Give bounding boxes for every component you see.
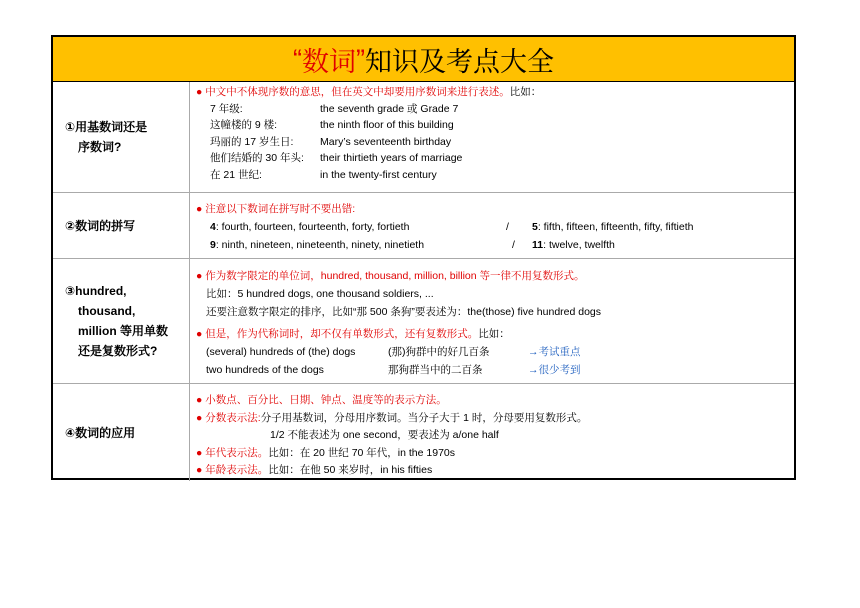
- list-item: (several) hundreds of (the) dogs (那)狗群中的好几百条 →考试重点: [206, 346, 581, 358]
- row-content: [190, 82, 794, 192]
- list-item: 他们结婚的 30 年头: their thirtieth years of marriage: [210, 152, 463, 164]
- row-label-line: ②数词的拼写: [65, 218, 136, 233]
- row-label-line: 序数词?: [78, 140, 122, 154]
- list-item: 在 21 世纪: in the twenty-first century: [210, 168, 437, 181]
- bullet-icon: ●: [196, 464, 203, 476]
- intro-text: 中文中不体现序数的意思，但在英文中却要用序数词来进行表述。: [205, 86, 510, 98]
- table-row: [53, 259, 794, 384]
- table-row: [53, 82, 794, 193]
- row-label-line: 还是复数形式?: [78, 344, 158, 358]
- row-label-line: ④数词的应用: [65, 425, 136, 440]
- bullet-icon: ●: [196, 86, 203, 98]
- intro-suffix: 比如：: [509, 86, 542, 98]
- row-label: [53, 82, 190, 192]
- title-open-quote: “: [293, 43, 302, 74]
- row-content: [190, 193, 794, 258]
- list-item: two hundreds of the dogs 那狗群当中的二百条 →很少考到: [206, 364, 581, 376]
- row-label-line: ③hundred,: [65, 284, 127, 298]
- bullet-icon: ●: [196, 203, 203, 215]
- list-item: 9: ninth, nineteen, nineteenth, ninety, ninetieth / 11: twelve, twelfth: [210, 239, 615, 251]
- list-item: 比如：5 hundred dogs, one thousand soldiers, ...: [206, 288, 434, 300]
- list-item: 4: fourth, fourteen, fourteenth, forty, fortieth / 5: fifth, fifteen, fifteenth, fifty, fiftieth: [210, 221, 694, 233]
- list-item-heading: 年龄表示法。: [205, 464, 269, 476]
- list-item: 还要注意数字限定的排序，比如“那 500 条狗”要表述为：the(those) five hundred dogs: [206, 306, 602, 318]
- list-item-heading: 年代表示法。: [205, 446, 269, 459]
- title-keyword: 数词: [302, 46, 356, 77]
- paragraph-heading: 作为数字限定的单位词，hundred, thousand, million, billion 等一律不用复数形式。: [205, 270, 585, 282]
- row-label: [53, 193, 190, 258]
- row-label: [53, 384, 190, 481]
- list-item: 玛丽的 17 岁生日: Mary’s seventeenth birthday: [210, 135, 452, 148]
- list-item: 小数点、百分比、日期、钟点、温度等的表示方法。: [205, 394, 447, 406]
- row-label-line: thousand,: [78, 304, 136, 318]
- bullet-icon: ●: [196, 446, 203, 459]
- table-row: [53, 193, 794, 259]
- intro-text: 注意以下数词在拼写时不要出错:: [205, 203, 356, 215]
- bullet-icon: ●: [196, 270, 203, 282]
- list-item-heading: 分数表示法:: [205, 411, 261, 424]
- row-content: ● 小数点、百分比、日期、钟点、温度等的表示方法。 ● 分数表示法:分子用基数词，分母用序数词。当分子大于 1 时，分母要用复数形式。 1/2 不能表述为 one second，要表述为 a/one half ● 年代表示法。比如：在 20 世纪 70 年代，in the 1970s ● 年龄表示法。比如：在他 50 来岁时，in his fifties: [190, 384, 794, 481]
- list-item: 7 年级: the seventh grade 或 Grade 7: [210, 102, 459, 115]
- row-label-line: million 等用单数: [78, 324, 169, 338]
- knowledge-table: [51, 35, 796, 480]
- note-badge: →考试重点: [528, 346, 581, 358]
- row-label-line: ①用基数词还是: [65, 120, 148, 134]
- list-item: 这幢楼的 9 楼: the ninth floor of this building: [210, 119, 454, 131]
- page-title: [53, 37, 794, 82]
- row-label: [53, 259, 190, 383]
- title-rest: 知识及考点大全: [365, 46, 554, 77]
- bullet-icon: ●: [196, 411, 203, 424]
- bullet-icon: ●: [196, 394, 203, 406]
- list-item: 1/2 不能表述为 one second，要表述为 a/one half: [270, 429, 499, 441]
- row-content: ● 作为数字限定的单位词，hundred, thousand, million, billion 等一律不用复数形式。 比如：5 hundred dogs, one thousand soldiers, ... 还要注意数字限定的排序，比如“那 500 条狗”要表述为：the(those) five hundred dogs ● 但是，作为代称词时，却不仅有单数形式，还有复数形式。比如： (several) hundreds of (the) dogs (那)狗群中的好几百条 →考试重点 two hundreds of the dogs 那狗群当中的二百条 →很少考到: [190, 259, 794, 383]
- paragraph-heading: 但是，作为代称词时，却不仅有单数形式，还有复数形式。: [205, 328, 479, 340]
- title-close-quote: ”: [356, 43, 365, 74]
- bullet-icon: ●: [196, 328, 203, 340]
- table-row: [53, 384, 794, 481]
- note-badge: →很少考到: [528, 364, 581, 376]
